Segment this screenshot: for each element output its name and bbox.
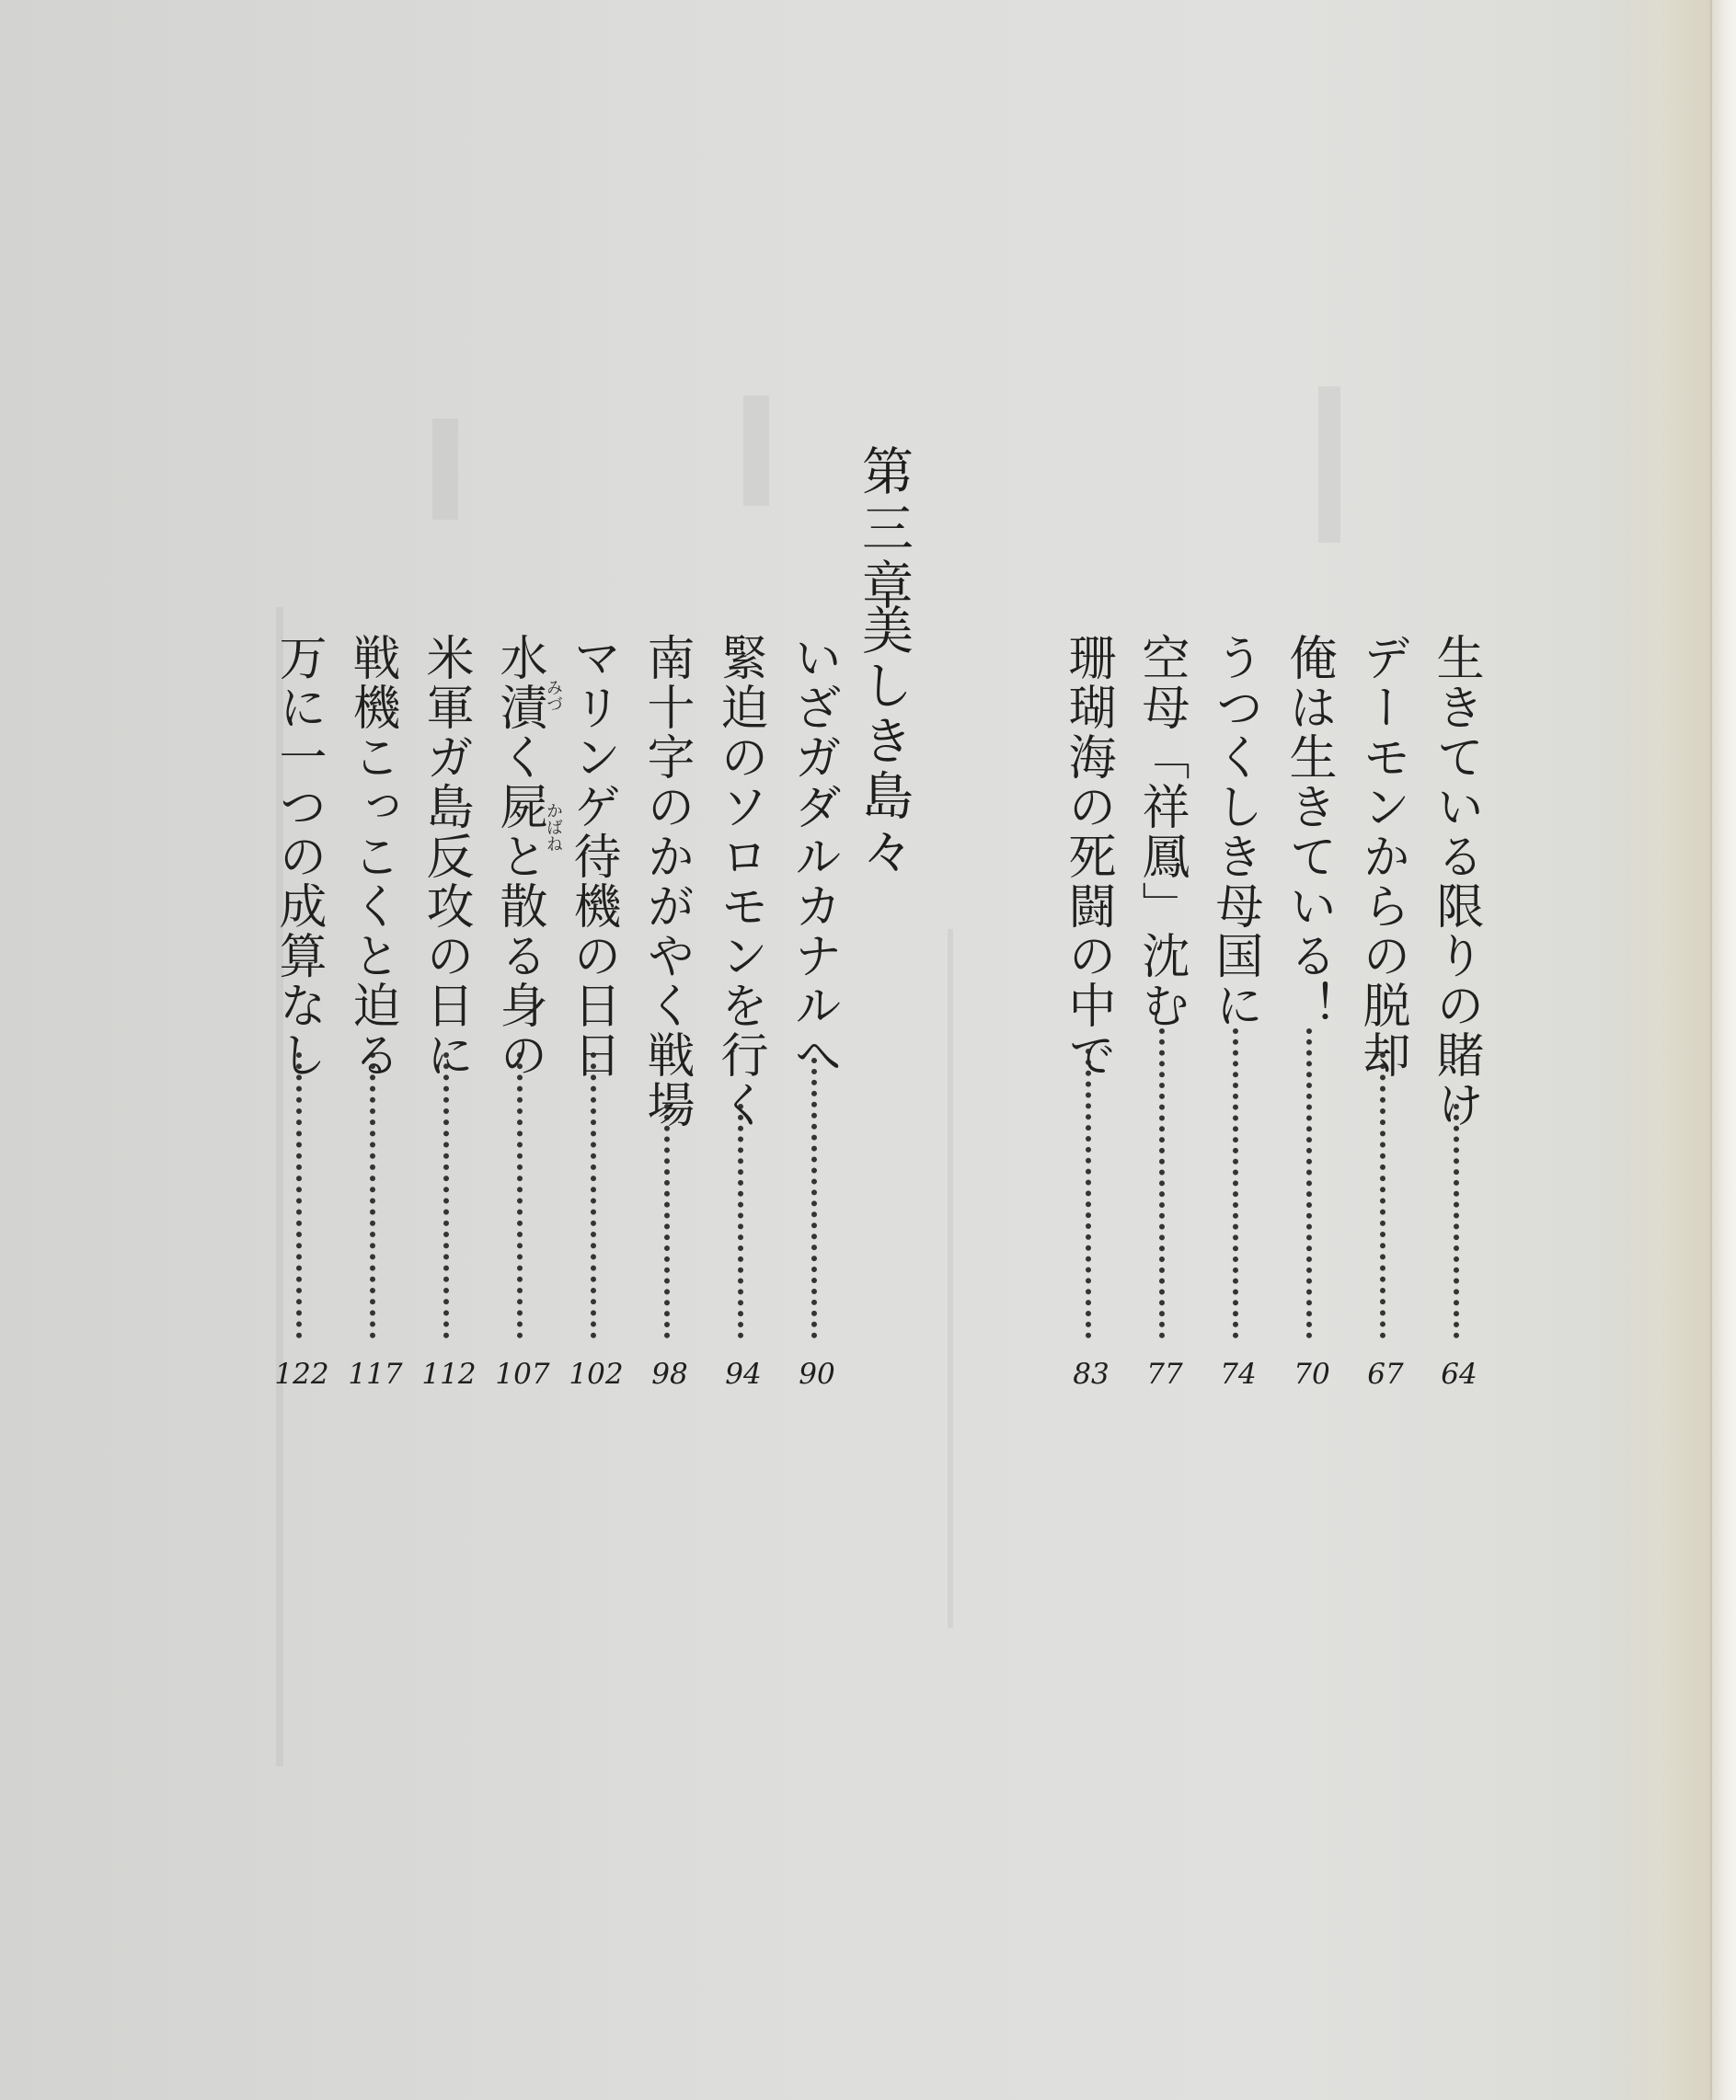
toc-page-number: 102 — [569, 1358, 624, 1391]
toc-entry-title: 空母「祥鳳」沈む — [1133, 633, 1189, 1030]
toc-page-number: 98 — [651, 1358, 688, 1391]
show-through-line — [948, 929, 953, 1628]
toc-leader-dots — [664, 1104, 675, 1338]
toc-entry-title: 万に一つの成算なし — [270, 633, 326, 1080]
toc-leader-dots — [738, 1104, 749, 1338]
toc-leader-dots — [517, 1052, 528, 1338]
toc-page-number: 67 — [1367, 1358, 1404, 1391]
ruby-annotation: かばね — [544, 802, 563, 852]
page-edge — [1712, 0, 1736, 2100]
toc-leader-dots — [370, 1052, 381, 1338]
toc-page-number: 74 — [1220, 1358, 1257, 1391]
show-through-mark — [432, 419, 458, 520]
toc-entry-title: 俺は生きている！ — [1281, 633, 1336, 1030]
toc-leader-dots — [1454, 1104, 1465, 1338]
toc-leader-dots — [1233, 1028, 1244, 1338]
toc-leader-dots — [811, 1058, 822, 1338]
toc-entry-title: 珊瑚海の死闘の中で — [1060, 633, 1115, 1080]
ruby-annotation: みづ — [544, 679, 563, 712]
chapter-label: 第三章 — [854, 444, 914, 615]
toc-leader-dots — [1159, 1028, 1170, 1338]
toc-leader-dots — [1086, 1049, 1097, 1338]
toc-leader-dots — [1380, 1052, 1391, 1338]
toc-entry-title: 米軍ガ島反攻の日に — [418, 633, 473, 1080]
toc-leader-dots — [1306, 1028, 1317, 1338]
toc-page-number: 77 — [1146, 1358, 1183, 1391]
toc-entry-title: いざガダルカナルへ — [786, 633, 841, 1080]
toc-entry-title: うつくしき母国に — [1207, 633, 1262, 1030]
toc-entry-title: 戦機こっこくと迫る — [344, 633, 399, 1080]
toc-entry-title: 生きている限りの賭け — [1428, 633, 1483, 1130]
toc-leader-dots — [591, 1052, 602, 1338]
toc-page-number: 90 — [799, 1358, 835, 1391]
toc-entry-title: 緊迫のソロモンを行く — [712, 633, 767, 1130]
toc-leader-dots — [296, 1052, 307, 1338]
chapter-title: 美しき島々 — [854, 603, 914, 879]
show-through-mark — [743, 396, 769, 506]
toc-entry-title: デーモンからの脱却 — [1354, 633, 1409, 1080]
toc-entry-title: マリンゲ待機の日日 — [565, 633, 620, 1080]
toc-entry-title: 水漬く屍と散る身の — [491, 633, 546, 1080]
toc-page-number: 94 — [725, 1358, 762, 1391]
toc-page-number: 70 — [1293, 1358, 1330, 1391]
toc-page-number: 83 — [1073, 1358, 1109, 1391]
toc-leader-dots — [443, 1052, 454, 1338]
toc-page-number: 64 — [1441, 1358, 1477, 1391]
toc-page-number: 112 — [421, 1358, 477, 1391]
toc-page-number: 117 — [348, 1358, 403, 1391]
toc-page-number: 122 — [274, 1358, 329, 1391]
show-through-mark — [1318, 386, 1340, 543]
toc-page-number: 107 — [495, 1358, 550, 1391]
toc-entry-title: 南十字のかがやく戦場 — [638, 633, 694, 1130]
